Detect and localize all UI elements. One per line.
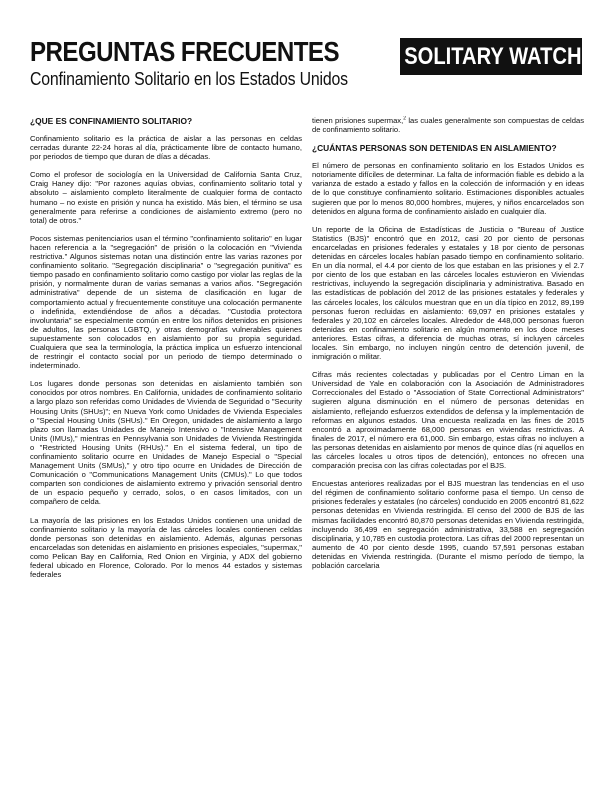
paragraph: Los lugares donde personas son detenidas en aislamiento también son conocidos por otros nombres. En California, unidades de confinamiento solitario a largo plazo son referidas como Unidades de Vivienda de Seguridad o "Security Housing Units (SHUs)"; en Nueva York como Unidades de Vivienda Especiales o "Special Housing Units (SHUs)." En Oregon, unidades de aislamiento a largo plazo son llamadas Unidades de Manejo Intensivo o "Intensive Management Units (IMUs)," mientras en Pennsylvania son Unidades de Vivienda Restringida o "Restricted Housing Units (RHUs)." En el sistema federal, un tipo de confinamiento solitario ocurre en Unidades de Manejo Especial o "Special Management Units (SMUs)," y otro tipo ocurre en Unidades de Dirección de Comunicación o "Communications Management Units (CMUs)." Lo que todos comparten son condiciones de aislamiento extremo y privación sensorial dentro de un espacio pequeño y cerrado, solos, o en casos limitados, con un compañero de celda.: [30, 379, 302, 507]
paragraph: Encuestas anteriores realizadas por el BJS muestran las tendencias en el uso del régimen de confinamiento solitario conforme pasa el tiempo. Un censo de prisiones federales y estatales (no cárceles) conducido en 2005 encontró 81,622 personas detenidas en Vivienda restringida. El censo del 2000 de BJS de las mismas facilidades encontró 80,870 personas detenidas en Vivienda restringida, incluyendo 36,499 en segregación administrativa, 33,588 en segregación disciplinaria, y 10,785 en custodia protectora. Las cifras del 2000 representan un aumento de 40 por ciento desde 1995, cuando 57,591 personas estaban detenidas en Vivienda restringida. (Durante el mismo período de tiempo, la población carcelaria: [312, 479, 584, 571]
paragraph: Un reporte de la Oficina de Estadísticas de Justicia o "Bureau of Justice Statistics (BJS)" encontró que en 2012, casi 20 por ciento de personas encarceladas en prisiones federales y estatales y 18 por ciento de personas detenidas en cárceles locales habían pasado tiempo en confinamiento solitario. En un día normal, el 4.4 por ciento de los que estaban en las prisiones y el 2.7 por ciento de los que estaban en las cárceles locales estuvieron en Viviendas restrictivas, incluyendo la segregación disciplinaria y administrativa. Basado en las estadísticas de población del 2012 de las prisiones estatales y federales y las cárceles locales, los cálculos muestran que en un día típico en 2012, 89,199 personas fueron recluidas en aislamiento: 69,097 en prisiones estatales y federales y 20,102 en cárceles locales. Alrededor de 448,000 personas fueron detenidas en confinamiento solitario en algún momento en los doce meses anteriores. Estas cifras, a diferencia de muchas otras, sí incluyen cárceles locales. Sin embargo, no incluyen ningún centro de detención juvenil, de inmigración o militar.: [312, 224, 584, 362]
page-subtitle: Confinamiento Solitario en los Estados Unidos: [30, 69, 348, 89]
footnote-marker: 2: [403, 116, 406, 122]
paragraph: Pocos sistemas penitenciarios usan el término "confinamiento solitario" en lugar hacen referencia a la "segregación" de prisión o la colocación en "Vivienda restrictiva." Algunos sistemas notan una distinción entre las varias razones por confinamiento solitario. "Segregación disciplinaria" o "segregación punitiva" es tiempo pasado en confinamiento solitario como castigo por violar las reglas de la prisión, y normalmente duran de varias semanas a varios años. "Segregación administrativa" depende de un sistema de clasificación en lugar de comportamiento actual y frecuentemente constituye una colocación permanente o indefinida, extendiéndose de años a décadas. "Custodia protectora involuntaria" se especialmente común en entre los niños detenidos en prisiones de adultos, las personas LGBTQ, y otras demografías vulnerables quienes supuestamente son colocados en aislamiento por su propia seguridad. Cualquiera que sea la terminología, la práctica implica un esfuerzo intencional de restringir el contacto social por un periodo de tiempo determinado o indeterminado.: [30, 233, 302, 371]
page-title: PREGUNTAS FRECUENTES: [30, 36, 339, 67]
paragraph: Como el profesor de sociología en la Universidad de California Santa Cruz, Craig Haney dijo: "Por razones aquías obvias, confinamiento solitario total y absoluto – aislamiento completo literalmente de cualquier forma de contacto humano – no existe en prisión y nunca ha existido. Más bien, el término se usa generalmente para referirse a condiciones de aislamiento extremo (pero no total) de otros.": [30, 170, 302, 225]
section-heading-how-many: ¿CUÁNTAS PERSONAS SON DETENIDAS EN AISLAMIENTO?: [312, 143, 557, 154]
left-column: [30, 116, 302, 786]
paragraph: La mayoría de las prisiones en los Estados Unidos contienen una unidad de confinamiento solitario y la mayoría de las cárceles locales contienen celdas donde personas son detenidas en aislamiento. Además, algunas personas encarceladas son detenidas en aislamiento en prisiones especiales, "supermax," como Pelican Bay en California, Red Onion en Virginia, y ADX del gobierno federal ubicado en Florence, Colorado. Por lo menos 44 estados y sistemas federales: [30, 515, 302, 580]
paragraph: [312, 116, 584, 134]
paragraph: El número de personas en confinamiento solitario en los Estados Unidos es notoriamente difíciles de determinar. La falta de información fiable es debido a la varianza de estado a estado y fallos en la colección de información y en ideas de lo que constituye confinamiento solitario. Estimaciones disponibles actuales sugieren que por lo menos 80,000 hombres, mujeres, y niños encarcelados son detenidos en alguna forma de confinamiento aislado en cualquier día.: [312, 161, 584, 216]
paragraph-text: tienen prisiones supermax,: [312, 116, 404, 125]
paragraph: Cifras más recientes colectadas y publicadas por el Centro Liman en la Universidad de Yale en colaboración con la Asociación de Administradores Correccionales del Estado o "Association of State Correctional Administrators" sugieren alguna disminución en el número de personas detenidas en aislamiento, reflejando esfuerzos extendidos de defensa y la implementación de reformas en algunos estados. Una encuesta realizada en las fines de 2015 encontró a aproximadamente 68,000 personas en viviendas restrictivas. A finales de 2017, el número era 61,000. Sin embargo, estas cifras no incluyen a las personas detenidas en aislamiento por menos de quince días (ni aquellos en las cárceles locales u otros tipos de detención), entonces no ofrecen una comparación precisa con las cifras colectadas por el BJS.: [312, 370, 584, 471]
paragraph: Confinamiento solitario es la práctica de aislar a las personas en celdas cerradas durante 22-24 horas al día, prácticamente libre de contacto humano, por periodos de tiempo que duran de días a décadas.: [30, 134, 302, 162]
paragraph-text: las cuales generalmente son compuestas de celdas de confinamiento solitario.: [312, 116, 584, 135]
brand-logo: [400, 38, 582, 75]
section-heading-what-is: ¿QUE ES CONFINAMIENTO SOLITARIO?: [30, 116, 193, 126]
right-column: [312, 116, 584, 786]
brand-logo-text: SOLITARY WATCH: [404, 43, 582, 70]
